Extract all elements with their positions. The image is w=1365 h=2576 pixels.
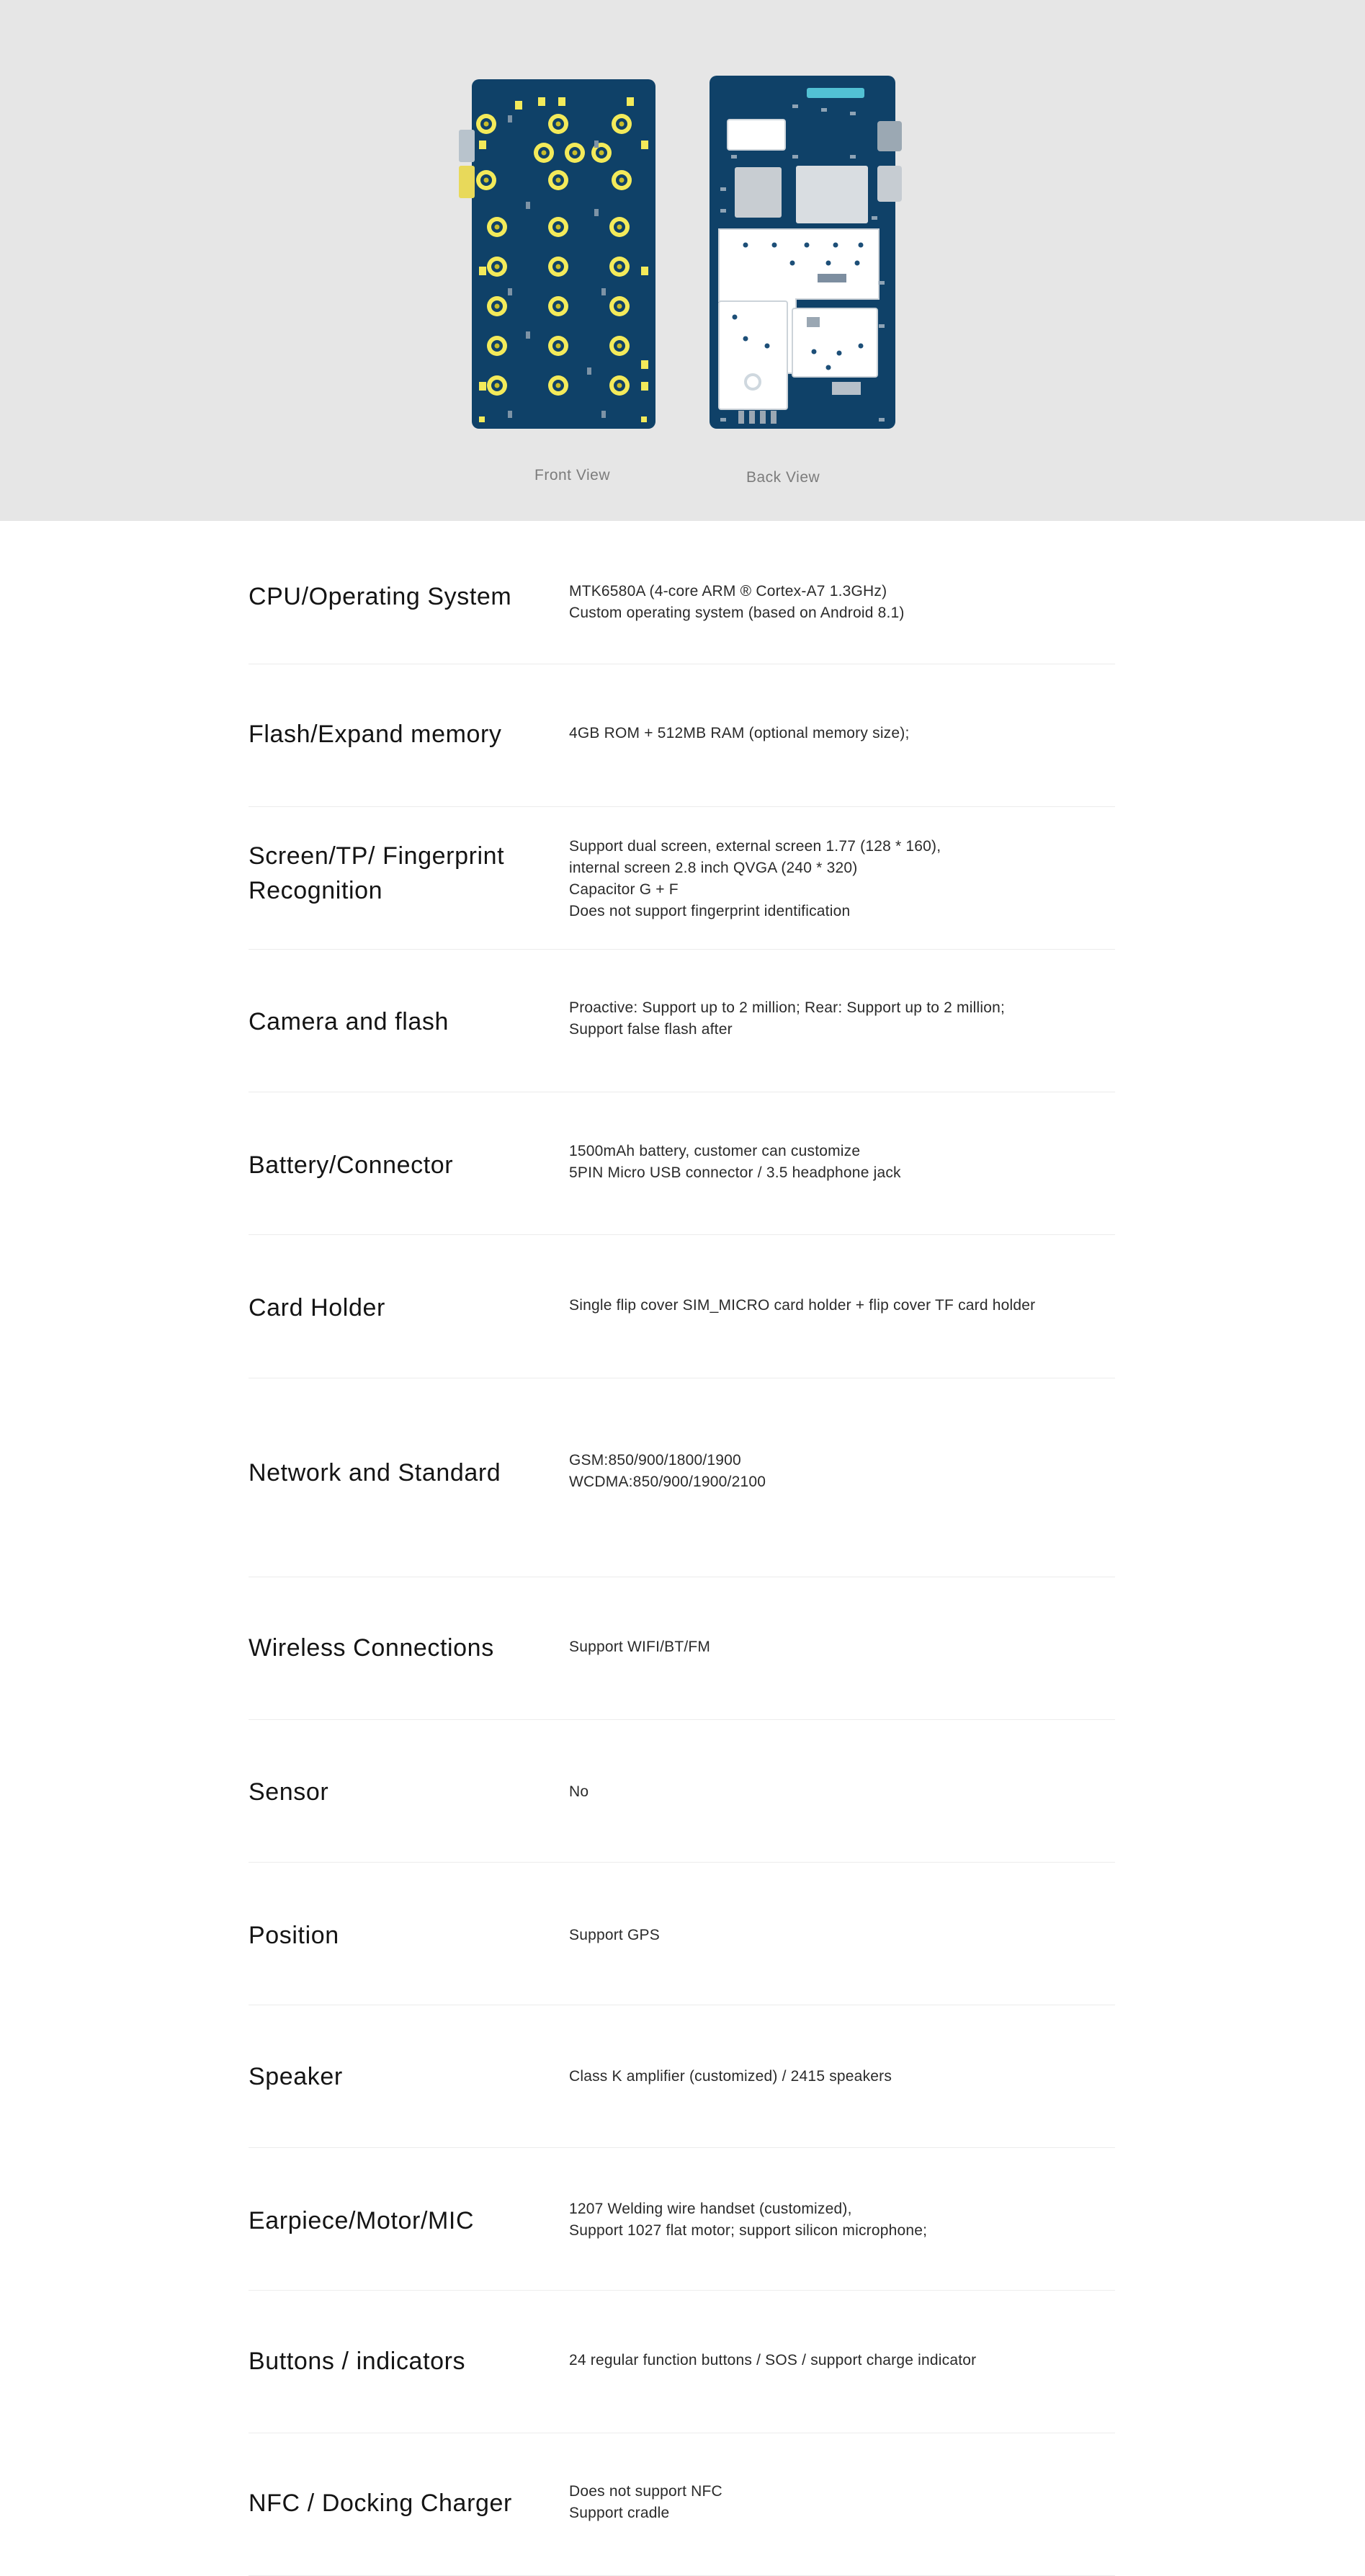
hero-banner <box>0 0 1365 521</box>
spec-label: Battery/Connector <box>249 1151 454 1179</box>
spec-table <box>249 521 1115 2576</box>
spec-value <box>569 1636 1102 1658</box>
spec-value <box>569 1781 1102 1803</box>
spec-value-line: Support cradle <box>569 2505 670 2521</box>
spec-value-line: Single flip cover SIM_MICRO card holder + flip cover TF card holder <box>569 1297 1036 1314</box>
spec-label: Network and Standard <box>249 1459 501 1487</box>
front-view-caption: Front View <box>534 467 610 483</box>
spec-label: Buttons / indicators <box>249 2348 466 2375</box>
pcb-back-view-image <box>706 72 908 432</box>
spec-label: Card Holder <box>249 1294 385 1322</box>
spec-value <box>569 723 1102 744</box>
spec-label: Camera and flash <box>249 1008 449 1035</box>
spec-row-screen-tp-fingerprint-recognition <box>249 807 1115 950</box>
spec-value-line: GSM:850/900/1800/1900 <box>569 1452 741 1469</box>
spec-row-speaker <box>249 2005 1115 2148</box>
spec-value-line: Class K amplifier (customized) / 2415 speakers <box>569 2068 892 2085</box>
spec-value <box>569 836 1102 922</box>
spec-label: CPU/Operating System <box>249 583 512 610</box>
pcb-front-view-image <box>457 72 659 432</box>
spec-value <box>569 2198 1102 2242</box>
spec-value <box>569 1925 1102 1946</box>
spec-label: Position <box>249 1922 339 1949</box>
spec-label: Wireless Connections <box>249 1634 494 1662</box>
spec-value <box>569 2350 1102 2371</box>
spec-row-cpu-operating-system <box>249 521 1115 664</box>
spec-row-earpiece-motor-mic <box>249 2148 1115 2291</box>
spec-value-line: Does not support NFC <box>569 2483 722 2500</box>
spec-label: Screen/TP/ Fingerprint Recognition <box>249 842 505 904</box>
spec-value-line: WCDMA:850/900/1900/2100 <box>569 1474 766 1490</box>
spec-value-line: Support WIFI/BT/FM <box>569 1639 711 1655</box>
spec-value-line: internal screen 2.8 inch QVGA (240 * 320) <box>569 860 858 876</box>
spec-value <box>569 2481 1102 2524</box>
spec-row-battery-connector <box>249 1092 1115 1235</box>
spec-value <box>569 1450 1102 1493</box>
spec-value-line: 24 regular function buttons / SOS / support charge indicator <box>569 2352 977 2368</box>
spec-value-line: MTK6580A (4-core ARM ® Cortex-A7 1.3GHz) <box>569 583 887 600</box>
back-view-caption: Back View <box>746 469 820 486</box>
spec-row-sensor <box>249 1720 1115 1863</box>
spec-value <box>569 1141 1102 1184</box>
spec-value-line: 1207 Welding wire handset (customized), <box>569 2201 852 2217</box>
spec-row-nfc-docking-charger <box>249 2433 1115 2576</box>
spec-row-buttons-indicators <box>249 2291 1115 2433</box>
spec-value-line: Custom operating system (based on Android 8.1) <box>569 605 905 621</box>
spec-row-card-holder <box>249 1235 1115 1378</box>
spec-value-line: Does not support fingerprint identification <box>569 903 851 919</box>
spec-value-line: 1500mAh battery, customer can customize <box>569 1143 861 1159</box>
spec-row-camera-and-flash <box>249 950 1115 1092</box>
spec-value-line: 5PIN Micro USB connector / 3.5 headphone jack <box>569 1164 901 1181</box>
spec-label: Earpiece/Motor/MIC <box>249 2207 475 2234</box>
spec-value-line: Capacitor G + F <box>569 881 679 898</box>
spec-row-wireless-connections <box>249 1577 1115 1720</box>
spec-label: NFC / Docking Charger <box>249 2490 512 2517</box>
spec-row-flash-expand-memory <box>249 664 1115 807</box>
spec-value-line: Proactive: Support up to 2 million; Rear: Support up to 2 million; <box>569 999 1006 1016</box>
spec-value-line: 4GB ROM + 512MB RAM (optional memory size); <box>569 725 910 741</box>
spec-value-line: Support false flash after <box>569 1021 733 1038</box>
spec-value-line: Support 1027 flat motor; support silicon microphone; <box>569 2222 928 2239</box>
spec-value <box>569 997 1102 1040</box>
spec-label: Sensor <box>249 1778 329 1806</box>
spec-value-line: Support GPS <box>569 1927 660 1943</box>
spec-value-line: Support dual screen, external screen 1.77 (128 * 160), <box>569 838 941 855</box>
spec-value <box>569 2066 1102 2087</box>
spec-value <box>569 1295 1102 1316</box>
spec-row-network-and-standard <box>249 1378 1115 1577</box>
spec-row-position <box>249 1863 1115 2005</box>
spec-value-line: No <box>569 1783 589 1800</box>
spec-label: Speaker <box>249 2063 343 2090</box>
spec-label: Flash/Expand memory <box>249 721 502 748</box>
spec-value <box>569 581 1102 624</box>
